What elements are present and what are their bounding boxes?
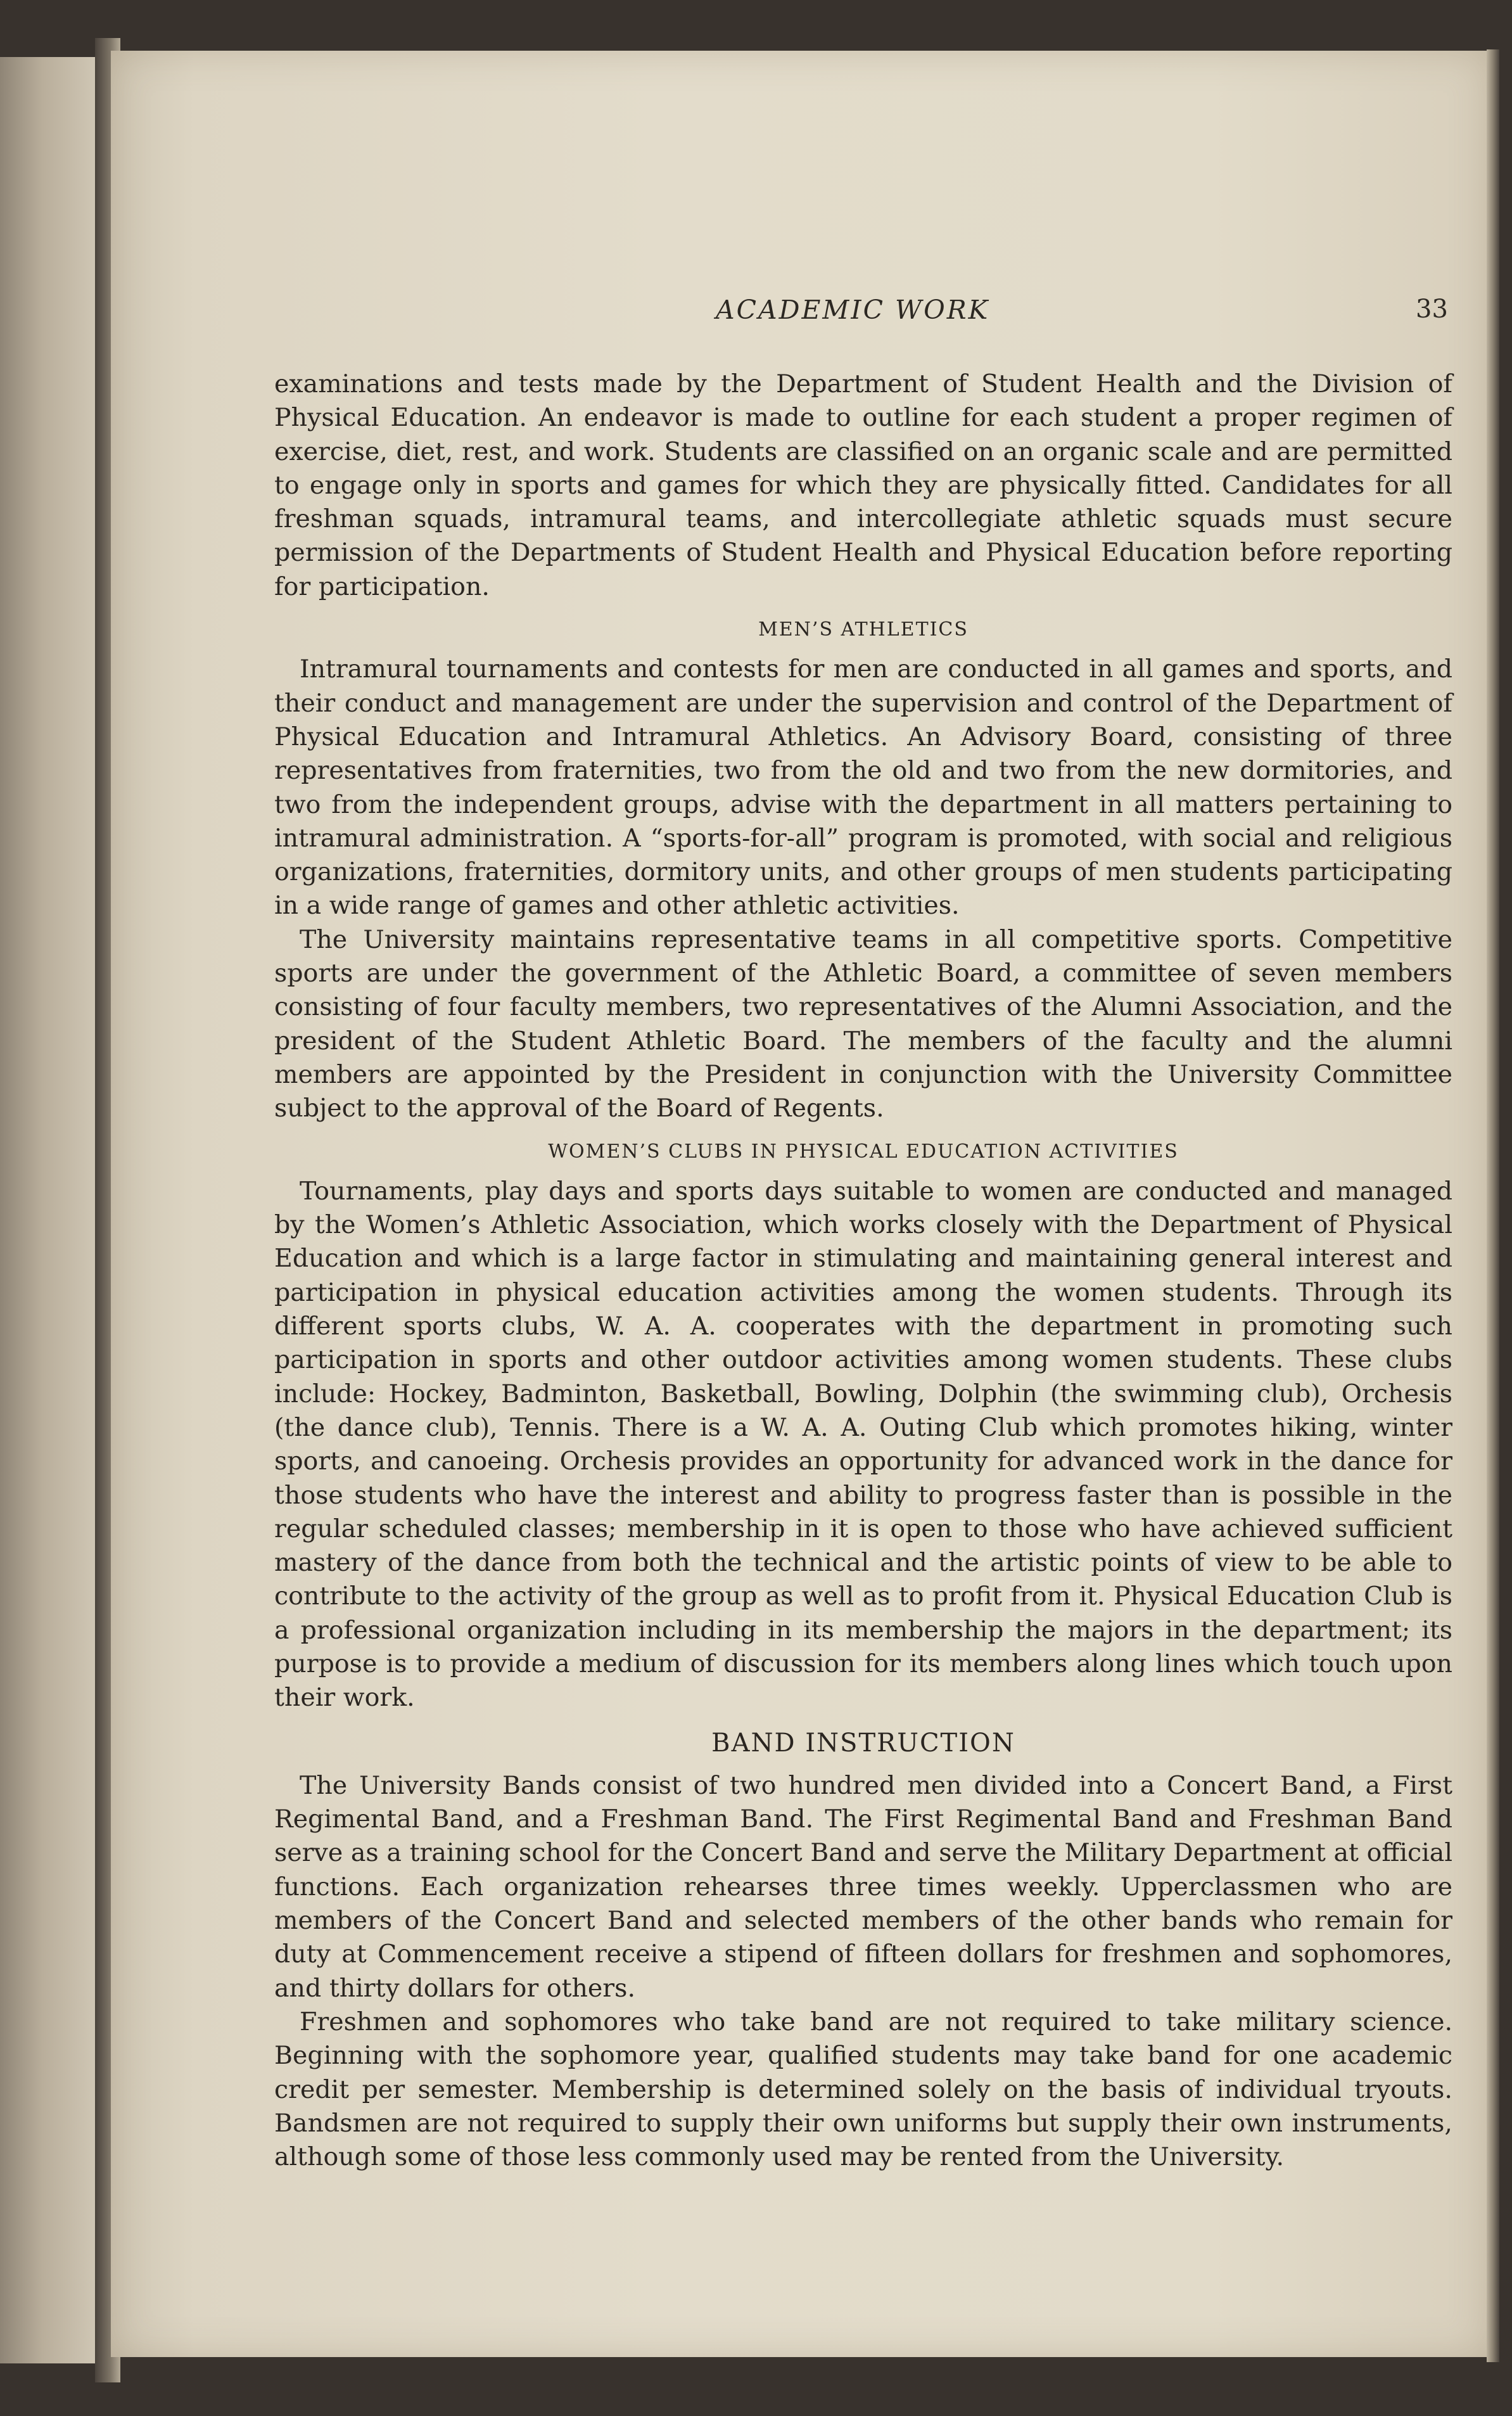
- mens-athletics-paragraph-2: The University maintains representative teams in all competitive sports. Competitive sports are under the government of the Athletic Board, a committee of seven members consisting of four faculty members, two representatives of the Alumni Association, and the president of the Student Athletic Board. The members of the faculty and the alumni members are appointed by the President in conjunction with the University Committee subject to the approval of the Board of Regents.: [274, 924, 1452, 1123]
- intro-paragraph: examinations and tests made by the Department of Student Health and the Division of Physical Education. An endeavor is made to outline for each student a proper regimen of exercise, diet, rest, and work. Students are classified on an organic scale and are permitted to engage only in sports and games for which they are physically fitted. Candidates for all freshman squads, intramural teams, and intercollegiate athletic squads must secure permission of the Departments of Student Health and Physical Education before reporting for participation.: [274, 369, 1452, 601]
- running-title: ACADEMIC WORK: [716, 295, 990, 325]
- mens-athletics-heading: MEN’S ATHLETICS: [758, 618, 969, 641]
- womens-clubs-heading: WOMEN’S CLUBS IN PHYSICAL EDUCATION ACTIVITIES: [548, 1140, 1179, 1163]
- band-instruction-paragraph-2: Freshmen and sophomores who take band are not required to take military science. Beginning with the sophomore year, qualified students may take band for one academic credit per semester. Membership is determined solely on the basis of individual tryouts. Bandsmen are not required to supply their own uniforms but supply their own instruments, although some of those less commonly used may be rented from the University.: [274, 2007, 1452, 2172]
- page: [111, 51, 1489, 2357]
- band-instruction-heading: BAND INSTRUCTION: [711, 1728, 1015, 1758]
- band-instruction-paragraph-1: The University Bands consist of two hundred men divided into a Concert Band, a First Regimental Band, and a Freshman Band. The First Regimental Band and Freshman Band serve as a training school for the Concert Band and serve the Military Department at official functions. Each organization rehearses three times weekly. Upperclassmen who are members of the Concert Band and selected members of the other bands who remain for duty at Commencement receive a stipend of fifteen dollars for freshmen and sophomores, and thirty dollars for others.: [274, 1770, 1452, 2003]
- body-text: [274, 368, 1452, 2174]
- running-head: [111, 295, 1489, 333]
- page-fore-edge: [1487, 49, 1499, 2362]
- page-number: 33: [1416, 295, 1448, 324]
- facing-page-edge: [0, 57, 95, 2363]
- mens-athletics-paragraph-1: Intramural tournaments and contests for men are conducted in all games and sports, and their conduct and management are under the supervision and control of the Department of Physical Education and Intramural Athletics. An Advisory Board, consisting of three representatives from fraternities, two from the old and two from the new dormitories, and two from the independent groups, advise with the department in all matters pertaining to intramural administration. A “sports-for-all” program is promoted, with social and religious organizations, fraternities, dormitory units, and other groups of men students participating in a wide range of games and other athletic activities.: [274, 655, 1452, 921]
- womens-clubs-paragraph-1: Tournaments, play days and sports days suitable to women are conducted and managed by the Women’s Athletic Association, which works closely with the Department of Physical Education and which is a large factor in stimulating and maintaining general interest and participation in physical education activities among the women students. Through its different sports clubs, W. A. A. cooperates with the department in promoting such participation in sports and other outdoor activities among women students. These clubs include: Hockey, Badminton, Basketball, Bowling, Dolphin (the swimming club), Orchesis (the dance club), Tennis. There is a W. A. A. Outing Club which promotes hiking, winter sports, and canoeing. Orchesis provides an opportunity for advanced work in the dance for those students who have the interest and ability to progress faster than is possible in the regular scheduled classes; membership in it is open to those who have achieved sufficient mastery of the dance from both the technical and the artistic points of view to be able to contribute to the activity of the group as well as to profit from it. Physical Education Club is a professional organization including in its membership the majors in the department; its purpose is to provide a medium of discussion for its members along lines which touch upon their work.: [274, 1176, 1452, 1713]
